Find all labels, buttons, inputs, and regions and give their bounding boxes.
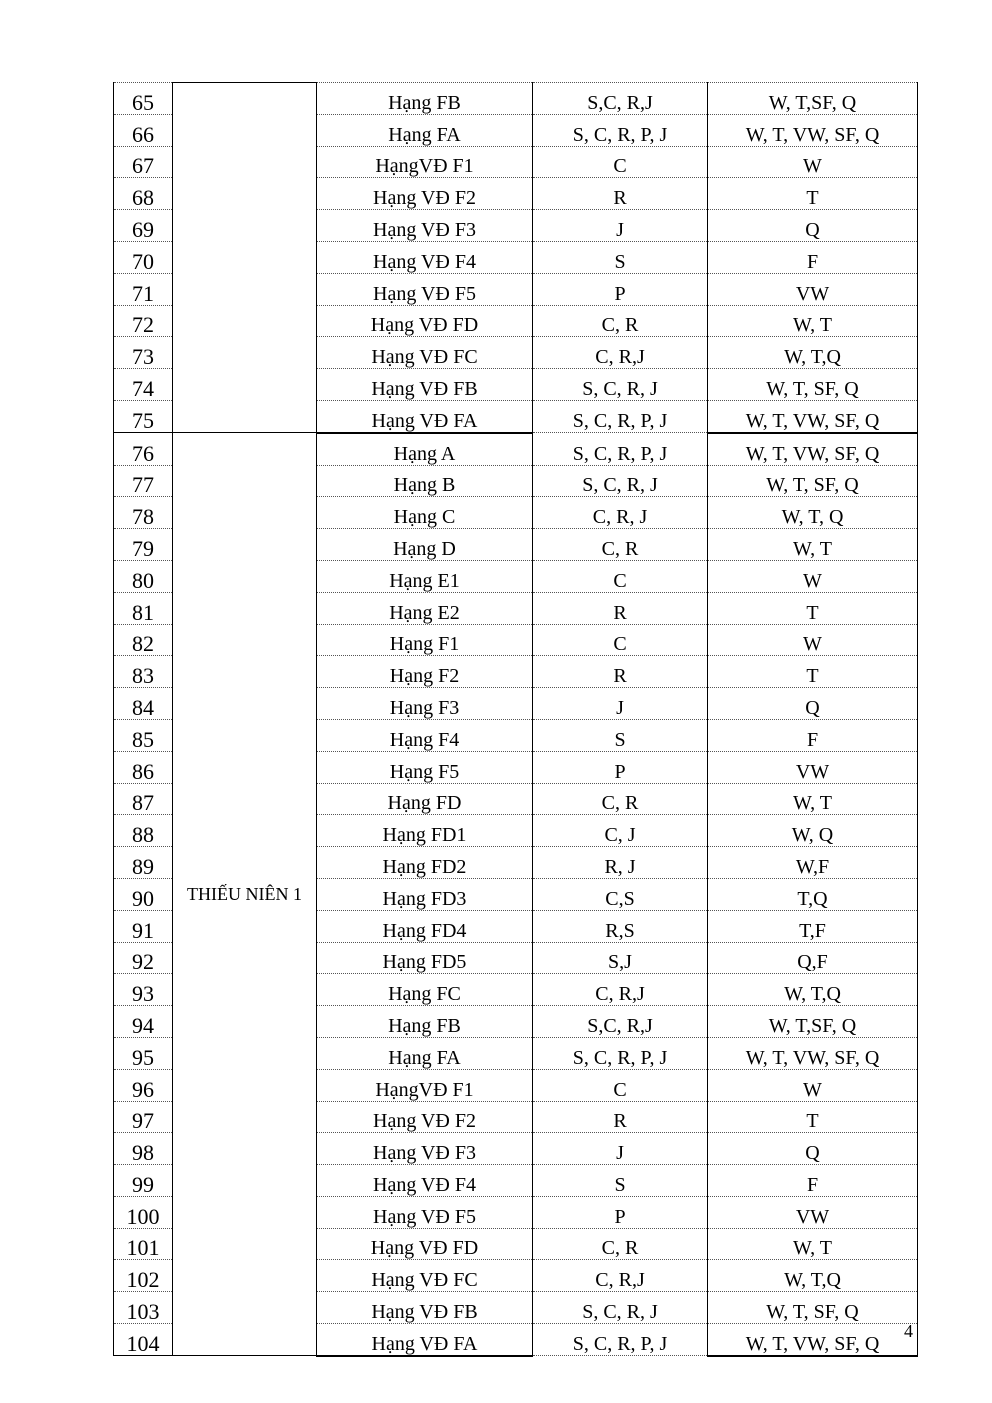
classes-cell: C, R,J — [533, 974, 708, 1006]
rank-cell: Hạng D — [317, 529, 533, 561]
rank-cell: HạngVĐ F1 — [317, 1069, 533, 1101]
table-body — [114, 83, 918, 1356]
subcategories-cell: W, T, VW, SF, Q — [708, 1324, 918, 1356]
rank-cell: Hạng F5 — [317, 751, 533, 783]
subcategories-cell: W, T, VW, SF, Q — [708, 114, 918, 146]
row-number-cell: 66 — [114, 114, 173, 146]
table-row — [114, 83, 918, 115]
classes-cell: R,S — [533, 910, 708, 942]
classes-cell: R — [533, 656, 708, 688]
classes-cell: S — [533, 719, 708, 751]
rank-cell: Hạng VĐ FB — [317, 369, 533, 401]
subcategories-cell: F — [708, 1165, 918, 1197]
subcategories-cell: W, T, Q — [708, 497, 918, 529]
rank-cell: Hạng FD4 — [317, 910, 533, 942]
classes-cell: J — [533, 210, 708, 242]
classes-cell: S, C, R, J — [533, 1292, 708, 1324]
rank-cell: Hạng FD1 — [317, 815, 533, 847]
rank-cell: Hạng VĐ FB — [317, 1292, 533, 1324]
classes-cell: R — [533, 592, 708, 624]
table-row — [114, 433, 918, 465]
subcategories-cell: W, T,Q — [708, 974, 918, 1006]
classes-cell: S, C, R, P, J — [533, 400, 708, 432]
classes-cell: S, C, R, J — [533, 465, 708, 497]
rank-cell: Hạng VĐ F4 — [317, 241, 533, 273]
rank-cell: Hạng FD — [317, 783, 533, 815]
row-number-cell: 97 — [114, 1101, 173, 1133]
subcategories-cell: W — [708, 146, 918, 178]
subcategories-cell: VW — [708, 751, 918, 783]
rank-cell: Hạng FB — [317, 1006, 533, 1038]
row-number-cell: 75 — [114, 400, 173, 432]
subcategories-cell: W, T, SF, Q — [708, 369, 918, 401]
row-number-cell: 103 — [114, 1292, 173, 1324]
classes-cell: C, R,J — [533, 1260, 708, 1292]
row-number-cell: 65 — [114, 83, 173, 115]
rank-cell: Hạng FA — [317, 114, 533, 146]
classes-cell: C, R — [533, 529, 708, 561]
rank-cell: Hạng VĐ FA — [317, 1324, 533, 1356]
row-number-cell: 76 — [114, 433, 173, 465]
rank-cell: Hạng VĐ FC — [317, 337, 533, 369]
classes-cell: S, C, R, J — [533, 369, 708, 401]
row-number-cell: 92 — [114, 942, 173, 974]
row-number-cell: 86 — [114, 751, 173, 783]
classes-cell: R, J — [533, 847, 708, 879]
age-group-cell: THIẾU NIÊN 1 — [173, 433, 317, 1356]
classes-cell: S — [533, 241, 708, 273]
classes-cell: C,S — [533, 878, 708, 910]
rank-cell: Hạng F2 — [317, 656, 533, 688]
row-number-cell: 99 — [114, 1165, 173, 1197]
classes-cell: S,C, R,J — [533, 1006, 708, 1038]
rank-cell: Hạng FC — [317, 974, 533, 1006]
row-number-cell: 84 — [114, 688, 173, 720]
rank-cell: Hạng F4 — [317, 719, 533, 751]
classes-cell: P — [533, 751, 708, 783]
subcategories-cell: Q — [708, 210, 918, 242]
row-number-cell: 67 — [114, 146, 173, 178]
row-number-cell: 88 — [114, 815, 173, 847]
classes-cell: J — [533, 688, 708, 720]
subcategories-cell: W, T,Q — [708, 1260, 918, 1292]
classes-cell: S, C, R, P, J — [533, 114, 708, 146]
classes-cell: C, R,J — [533, 337, 708, 369]
subcategories-cell: T — [708, 656, 918, 688]
rank-cell: Hạng VĐ FD — [317, 1228, 533, 1260]
age-group-cell — [173, 83, 317, 433]
subcategories-cell: VW — [708, 273, 918, 305]
classes-cell: S, C, R, P, J — [533, 1324, 708, 1356]
page-number: 4 — [904, 1321, 913, 1341]
row-number-cell: 81 — [114, 592, 173, 624]
rank-cell: Hạng FA — [317, 1037, 533, 1069]
subcategories-cell: Q — [708, 1133, 918, 1165]
subcategories-cell: W, T, VW, SF, Q — [708, 1037, 918, 1069]
rank-cell: Hạng FD5 — [317, 942, 533, 974]
classes-cell: C, R, J — [533, 497, 708, 529]
row-number-cell: 68 — [114, 178, 173, 210]
row-number-cell: 71 — [114, 273, 173, 305]
row-number-cell: 82 — [114, 624, 173, 656]
subcategories-cell: F — [708, 719, 918, 751]
rank-cell: Hạng VĐ F2 — [317, 178, 533, 210]
row-number-cell: 93 — [114, 974, 173, 1006]
subcategories-cell: W, T, VW, SF, Q — [708, 433, 918, 465]
classes-cell: C — [533, 624, 708, 656]
row-number-cell: 69 — [114, 210, 173, 242]
subcategories-cell: Q,F — [708, 942, 918, 974]
subcategories-cell: Q — [708, 688, 918, 720]
rank-cell: Hạng A — [317, 433, 533, 465]
row-number-cell: 90 — [114, 878, 173, 910]
rank-cell: Hạng E2 — [317, 592, 533, 624]
subcategories-cell: W, T, SF, Q — [708, 1292, 918, 1324]
row-number-cell: 70 — [114, 241, 173, 273]
rank-cell: Hạng E1 — [317, 560, 533, 592]
ranking-table — [113, 82, 918, 1357]
classes-cell: R — [533, 178, 708, 210]
row-number-cell: 89 — [114, 847, 173, 879]
classes-cell: P — [533, 1196, 708, 1228]
row-number-cell: 80 — [114, 560, 173, 592]
subcategories-cell: W, T,SF, Q — [708, 83, 918, 115]
subcategories-cell: W — [708, 1069, 918, 1101]
subcategories-cell: T,F — [708, 910, 918, 942]
classes-cell: C, R — [533, 783, 708, 815]
subcategories-cell: W, T,Q — [708, 337, 918, 369]
rank-cell: Hạng VĐ F3 — [317, 1133, 533, 1165]
rank-cell: Hạng B — [317, 465, 533, 497]
row-number-cell: 73 — [114, 337, 173, 369]
subcategories-cell: W, T — [708, 305, 918, 337]
subcategories-cell: W, T — [708, 1228, 918, 1260]
row-number-cell: 83 — [114, 656, 173, 688]
rank-cell: Hạng VĐ F3 — [317, 210, 533, 242]
subcategories-cell: W, T, SF, Q — [708, 465, 918, 497]
classes-cell: C, R — [533, 1228, 708, 1260]
subcategories-cell: W, T — [708, 529, 918, 561]
row-number-cell: 74 — [114, 369, 173, 401]
subcategories-cell: T — [708, 592, 918, 624]
row-number-cell: 100 — [114, 1196, 173, 1228]
rank-cell: Hạng FB — [317, 83, 533, 115]
rank-cell: Hạng VĐ F5 — [317, 1196, 533, 1228]
classes-cell: C, R — [533, 305, 708, 337]
row-number-cell: 104 — [114, 1324, 173, 1356]
rank-cell: Hạng VĐ FC — [317, 1260, 533, 1292]
subcategories-cell: VW — [708, 1196, 918, 1228]
classes-cell: C — [533, 560, 708, 592]
subcategories-cell: W, T,SF, Q — [708, 1006, 918, 1038]
classes-cell: C — [533, 1069, 708, 1101]
classes-cell: R — [533, 1101, 708, 1133]
classes-cell: P — [533, 273, 708, 305]
classes-cell: C, J — [533, 815, 708, 847]
rank-cell: Hạng C — [317, 497, 533, 529]
classes-cell: J — [533, 1133, 708, 1165]
classes-cell: S,C, R,J — [533, 83, 708, 115]
subcategories-cell: T,Q — [708, 878, 918, 910]
classes-cell: S — [533, 1165, 708, 1197]
subcategories-cell: W,F — [708, 847, 918, 879]
subcategories-cell: W — [708, 560, 918, 592]
subcategories-cell: W, Q — [708, 815, 918, 847]
rank-cell: Hạng FD2 — [317, 847, 533, 879]
row-number-cell: 72 — [114, 305, 173, 337]
row-number-cell: 98 — [114, 1133, 173, 1165]
row-number-cell: 101 — [114, 1228, 173, 1260]
row-number-cell: 77 — [114, 465, 173, 497]
classes-cell: S,J — [533, 942, 708, 974]
row-number-cell: 94 — [114, 1006, 173, 1038]
row-number-cell: 87 — [114, 783, 173, 815]
subcategories-cell: T — [708, 178, 918, 210]
rank-cell: Hạng F1 — [317, 624, 533, 656]
rank-cell: Hạng VĐ FA — [317, 400, 533, 432]
row-number-cell: 102 — [114, 1260, 173, 1292]
subcategories-cell: T — [708, 1101, 918, 1133]
subcategories-cell: W, T — [708, 783, 918, 815]
classes-cell: C — [533, 146, 708, 178]
rank-cell: Hạng F3 — [317, 688, 533, 720]
rank-cell: Hạng VĐ F2 — [317, 1101, 533, 1133]
rank-cell: HạngVĐ F1 — [317, 146, 533, 178]
subcategories-cell: W — [708, 624, 918, 656]
subcategories-cell: F — [708, 241, 918, 273]
row-number-cell: 95 — [114, 1037, 173, 1069]
row-number-cell: 85 — [114, 719, 173, 751]
classes-cell: S, C, R, P, J — [533, 1037, 708, 1069]
rank-cell: Hạng FD3 — [317, 878, 533, 910]
row-number-cell: 96 — [114, 1069, 173, 1101]
subcategories-cell: W, T, VW, SF, Q — [708, 400, 918, 432]
rank-cell: Hạng VĐ FD — [317, 305, 533, 337]
rank-cell: Hạng VĐ F4 — [317, 1165, 533, 1197]
classes-cell: S, C, R, P, J — [533, 433, 708, 465]
rank-cell: Hạng VĐ F5 — [317, 273, 533, 305]
row-number-cell: 78 — [114, 497, 173, 529]
row-number-cell: 91 — [114, 910, 173, 942]
row-number-cell: 79 — [114, 529, 173, 561]
